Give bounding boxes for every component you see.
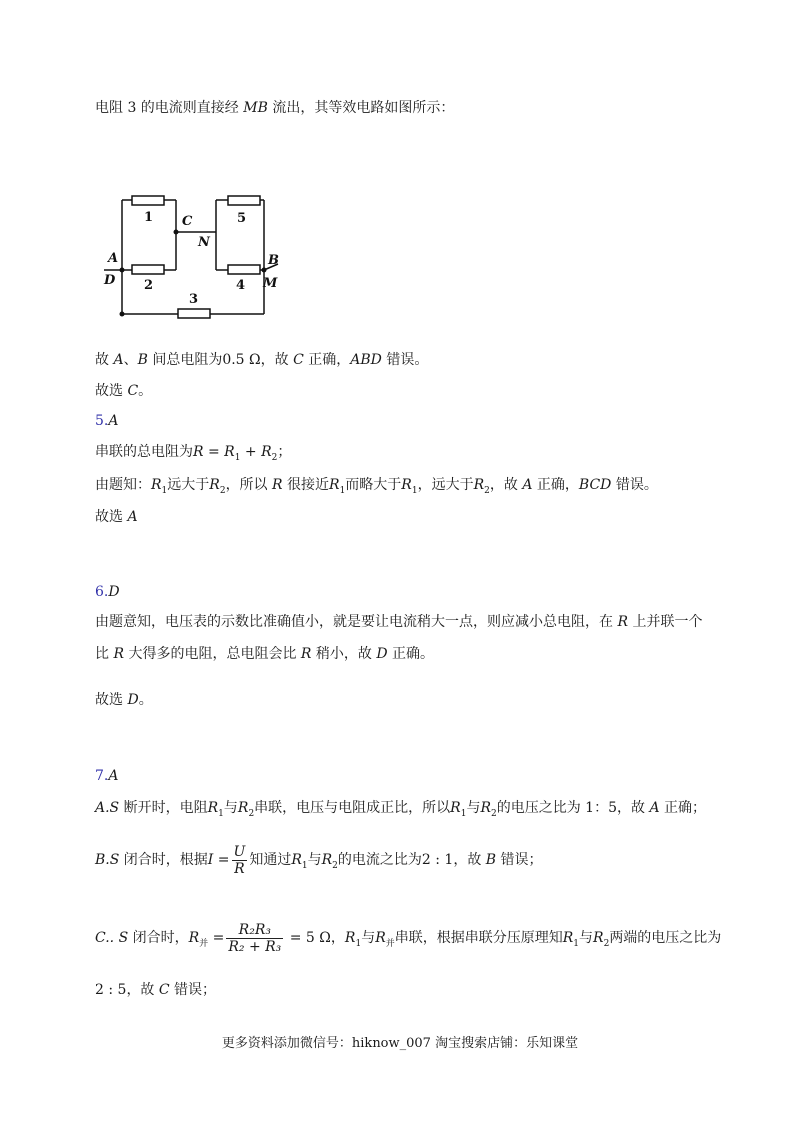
text: 电阻 3 的电流则直接经 xyxy=(95,100,244,116)
text: 与 xyxy=(307,852,322,868)
question-number: 7. xyxy=(95,768,109,784)
text-line xyxy=(95,350,428,370)
subscript: 2 xyxy=(248,808,255,819)
text: 由题知： xyxy=(95,477,151,493)
option-a: A xyxy=(127,509,138,525)
subscript: 并 xyxy=(385,938,395,949)
text: 串联，电压与电阻成正比，所以 xyxy=(254,800,451,816)
formula: R = R xyxy=(193,444,235,460)
text-line xyxy=(95,918,721,964)
text-line xyxy=(95,690,153,710)
subscript: 1 xyxy=(339,485,346,496)
node-b-label: B xyxy=(268,253,279,268)
text: 上并联一个 xyxy=(628,614,703,630)
text: ，故 xyxy=(260,352,294,368)
text: 比 xyxy=(95,646,114,662)
var-r: R xyxy=(375,930,386,946)
circuit-diagram xyxy=(98,192,288,322)
var-r: R xyxy=(329,477,340,493)
question-number: 5. xyxy=(95,413,109,429)
var-r: R xyxy=(300,646,312,662)
text: 错误。 xyxy=(381,352,429,368)
question-6-header xyxy=(95,582,120,602)
answer: A xyxy=(108,768,119,784)
numerator: U xyxy=(233,843,246,860)
text: 串联，根据串联分压原理知 xyxy=(394,930,563,946)
text: 故选 xyxy=(95,383,128,399)
option-c: C xyxy=(158,982,170,998)
text: 知通过 xyxy=(249,852,292,868)
text: 与 xyxy=(361,930,376,946)
var-r: R xyxy=(209,477,220,493)
node-a-label: A xyxy=(108,251,119,266)
var-r: R xyxy=(237,800,249,816)
text: 远大于 xyxy=(167,477,210,493)
text: 错误； xyxy=(169,982,217,998)
subscript: 2 xyxy=(219,485,226,496)
resistor-5-label: 5 xyxy=(237,211,247,226)
text-line xyxy=(95,798,706,824)
text: 断开时，电阻 xyxy=(119,800,208,816)
text-line xyxy=(95,980,216,1000)
text: 与 xyxy=(223,800,238,816)
node-n-label: N xyxy=(198,235,210,250)
text: 由题意知，电压表的示数比准确值小，就是要让电流稍大一点，则应减小总电阻，在 xyxy=(95,614,618,630)
resistance-value: 0.5 Ω xyxy=(222,352,261,368)
node-d-label: D xyxy=(104,273,116,288)
subscript: 1 xyxy=(218,808,224,819)
text: ，故 xyxy=(453,852,486,868)
subscript: 并 xyxy=(199,938,209,949)
text: 。 xyxy=(138,692,153,708)
var-r: R xyxy=(401,477,412,493)
option-a: A xyxy=(649,800,660,816)
text: 正确。 xyxy=(387,646,435,662)
denominator: R₂ + R₃ xyxy=(228,938,282,955)
answer: A xyxy=(108,413,119,429)
text-line xyxy=(95,507,138,527)
text: 错误。 xyxy=(611,477,658,493)
var-mb: MB xyxy=(243,100,268,116)
var-r: R xyxy=(151,477,162,493)
text: ，所以 xyxy=(225,477,273,493)
question-number: 6. xyxy=(95,584,109,600)
text: 、 xyxy=(123,352,138,368)
fraction xyxy=(232,844,248,877)
option-label: A.S xyxy=(95,800,120,816)
var-r: R xyxy=(291,852,302,868)
text: 正确， xyxy=(532,477,579,493)
text: 。 xyxy=(138,383,153,399)
option-d: D xyxy=(127,692,139,708)
var-r: R xyxy=(593,930,604,946)
text: 故选 xyxy=(95,509,128,525)
text-line xyxy=(95,98,454,118)
subscript: 2 xyxy=(603,938,610,949)
node-c-label: C xyxy=(182,214,193,229)
text: 错误； xyxy=(496,852,543,868)
text: ，故 xyxy=(489,477,523,493)
resistor-1-label: 1 xyxy=(144,210,154,225)
text: 闭合时，根据 xyxy=(119,852,208,868)
denominator: R xyxy=(234,860,245,877)
var-r: R xyxy=(617,614,628,630)
subscript: 1 xyxy=(355,938,362,949)
subscript: 2 xyxy=(484,485,490,496)
var-r: R xyxy=(321,852,333,868)
var-r: R xyxy=(562,930,574,946)
var-r: R xyxy=(207,800,219,816)
subscript: 2 xyxy=(332,860,338,871)
option-b: B xyxy=(485,852,497,868)
subscript: 2 xyxy=(271,452,278,463)
subscript: 1 xyxy=(573,938,580,949)
var-a: A xyxy=(113,352,124,368)
question-7-header xyxy=(95,766,118,786)
option-label: B.S xyxy=(95,852,120,868)
subscript: 1 xyxy=(460,808,467,819)
resistor-4-label: 4 xyxy=(236,278,246,293)
option-bcd: BCD xyxy=(578,477,612,493)
text: 与 xyxy=(466,800,481,816)
text: ，故 xyxy=(126,982,159,998)
text: 而略大于 xyxy=(345,477,402,493)
text: 正确； xyxy=(659,800,707,816)
text: 稍小，故 xyxy=(311,646,377,662)
text: 流出，其等效电路如图所示： xyxy=(267,100,455,116)
option-a: A xyxy=(522,477,533,493)
var-r: R xyxy=(473,477,485,493)
option-d: D xyxy=(376,646,388,662)
text: 的电流之比为 xyxy=(337,852,422,868)
resistor-3-label: 3 xyxy=(189,292,199,307)
subscript: 2 xyxy=(491,808,497,819)
text: 的电压之比为 1：5，故 xyxy=(496,800,650,816)
formula: I = xyxy=(207,852,230,868)
option-c: C xyxy=(127,383,139,399)
var-r: R xyxy=(344,930,356,946)
subscript: 1 xyxy=(161,485,168,496)
text-line xyxy=(95,381,152,401)
text: 很接近 xyxy=(282,477,330,493)
text: 故选 xyxy=(95,692,128,708)
var-r: R xyxy=(450,800,461,816)
text: 间总电阻为 xyxy=(147,352,223,368)
var-r: R xyxy=(188,930,200,946)
question-5-header xyxy=(95,411,118,431)
var-r: R xyxy=(113,646,124,662)
formula: = xyxy=(208,930,225,946)
text-line xyxy=(95,475,658,501)
page-footer: 更多资料添加微信号：hiknow_007 淘宝搜索店铺：乐知课堂 xyxy=(221,1036,579,1051)
fraction xyxy=(226,922,283,955)
text-line xyxy=(95,644,434,664)
text: ； xyxy=(277,444,292,460)
option-c: C xyxy=(293,352,304,368)
ratio: 2 : 1 xyxy=(421,852,454,868)
text: ，远大于 xyxy=(417,477,474,493)
text: 正确， xyxy=(303,352,351,368)
node-m-label: M xyxy=(263,276,278,291)
var-r: R xyxy=(272,477,283,493)
text: 两端的电压之比为 xyxy=(609,930,722,946)
var-b: B xyxy=(137,352,148,368)
option-label: C.. S xyxy=(95,930,129,946)
text-line xyxy=(95,442,291,468)
subscript: 1 xyxy=(301,860,308,871)
numerator: R₂R₃ xyxy=(226,922,283,939)
text: 与 xyxy=(579,930,594,946)
subscript: 1 xyxy=(411,485,418,496)
option-abd: ABD xyxy=(350,352,382,368)
text: 故 xyxy=(95,352,114,368)
formula: + R xyxy=(240,444,272,460)
resistor-2-label: 2 xyxy=(144,278,154,293)
text: 大得多的电阻，总电阻会比 xyxy=(124,646,301,662)
answer: D xyxy=(108,584,120,600)
text: 串联的总电阻为 xyxy=(95,444,193,460)
formula: = 5 Ω， xyxy=(285,930,345,946)
text-line xyxy=(95,612,702,632)
subscript: 1 xyxy=(234,452,241,463)
var-r: R xyxy=(480,800,491,816)
text: 闭合时， xyxy=(128,930,189,946)
text-line xyxy=(95,842,543,884)
ratio: 2 : 5 xyxy=(95,982,127,998)
